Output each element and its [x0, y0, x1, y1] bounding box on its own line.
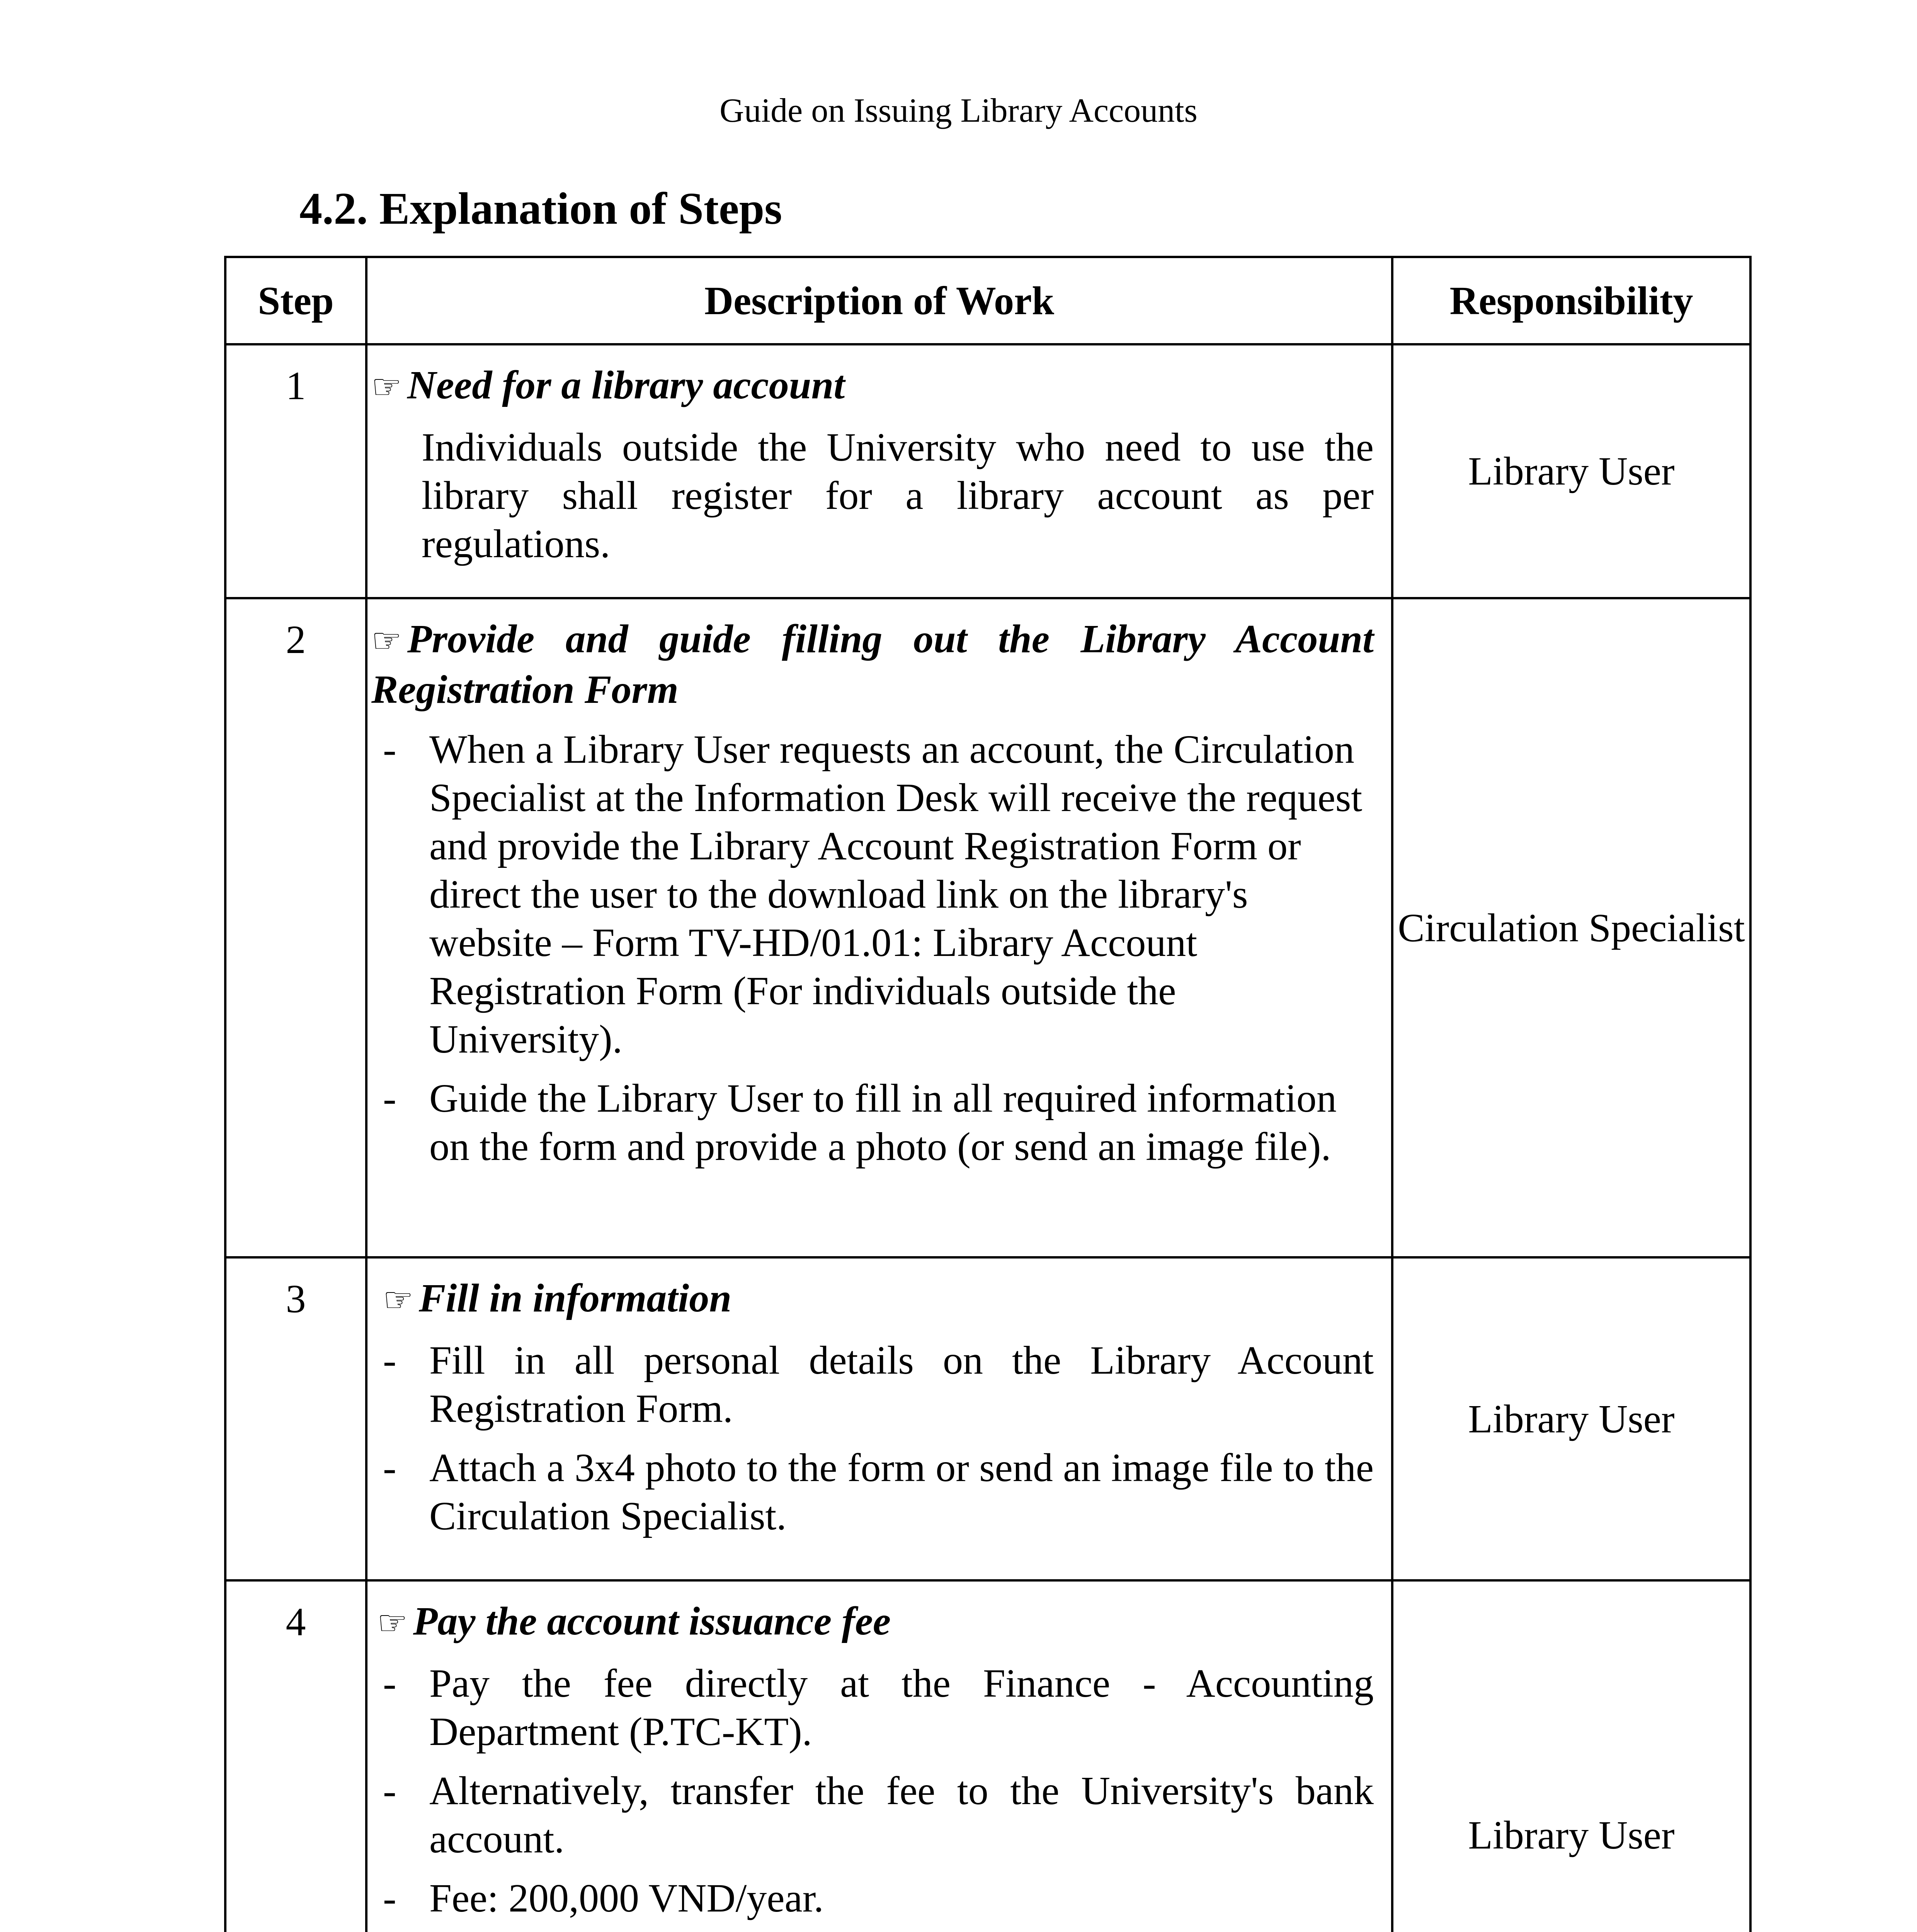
bullet-item: - Pay the fee directly at the Finance - Accounting Department (P.TC-KT).: [371, 1659, 1374, 1756]
step-number: 1: [225, 344, 366, 598]
bullet-item: - Attach a 3x4 photo to the form or send an image file to the Circulation Specialist.: [371, 1444, 1374, 1540]
step-description: [366, 598, 1392, 1257]
bullet-dash: -: [383, 1876, 396, 1920]
bullet-item: - Fill in all personal details on the Library Account Registration Form.: [371, 1336, 1374, 1433]
section-title: 4.2. Explanation of Steps: [299, 183, 782, 234]
step-responsibility: Library User: [1392, 1580, 1750, 1932]
step-title: ☞ Pay the account issuance fee: [377, 1599, 891, 1643]
table-row: [225, 1580, 1750, 1932]
table-row: [225, 598, 1750, 1257]
pointing-hand-icon: ☞: [371, 369, 402, 406]
table-row: [225, 344, 1750, 598]
step-responsibility: Library User: [1392, 1257, 1750, 1580]
table-header-row: [225, 257, 1750, 344]
step-title: ☞ Fill in information: [383, 1276, 732, 1320]
step-number: 4: [225, 1580, 366, 1932]
bullet-dash: -: [383, 1338, 396, 1383]
pointing-hand-icon: ☞: [377, 1605, 408, 1642]
step-paragraph: Individuals outside the University who need to use the library shall register for a library account as per regulations.: [422, 425, 1374, 566]
column-header-step: Step: [225, 257, 366, 344]
column-header-responsibility: Responsibility: [1392, 257, 1750, 344]
step-responsibility: Library User: [1392, 344, 1750, 598]
pointing-hand-icon: ☞: [371, 622, 402, 660]
step-number: 2: [225, 598, 366, 1257]
step-responsibility: Circulation Specialist: [1392, 598, 1750, 1257]
step-title: ☞ Need for a library account: [371, 363, 845, 407]
bullet-item: - Fee: 200,000 VND/year.: [371, 1874, 1374, 1922]
bullet-item: - Alternatively, transfer the fee to the University's bank account.: [371, 1767, 1374, 1863]
steps-table: [224, 256, 1752, 1932]
pointing-hand-icon: ☞: [383, 1282, 413, 1319]
step-title: ☞ Provide and guide filling out the Library Account Registration Form: [371, 617, 1374, 712]
step-description: [366, 1257, 1392, 1580]
bullet-item: - Guide the Library User to fill in all required information on the form and provide a photo (or send an image file).: [371, 1074, 1374, 1171]
bullet-dash: -: [383, 1446, 396, 1490]
bullet-dash: -: [383, 1661, 396, 1706]
bullet-item: - When a Library User requests an account, the Circulation Specialist at the Information Desk will receive the request and provide the Library Account Registration Form or direct the user to the download link on the library's website – Form TV-HD/01.01: Library Account Registration Form (For individuals outside the University).: [371, 725, 1374, 1063]
bullet-dash: -: [383, 1769, 396, 1813]
bullet-dash: -: [383, 1076, 396, 1121]
column-header-description: Description of Work: [366, 257, 1392, 344]
bullet-dash: -: [383, 727, 396, 772]
step-description: [366, 344, 1392, 598]
running-header: Guide on Issuing Library Accounts: [720, 92, 1197, 129]
table-row: [225, 1257, 1750, 1580]
step-description: [366, 1580, 1392, 1932]
step-number: 3: [225, 1257, 366, 1580]
